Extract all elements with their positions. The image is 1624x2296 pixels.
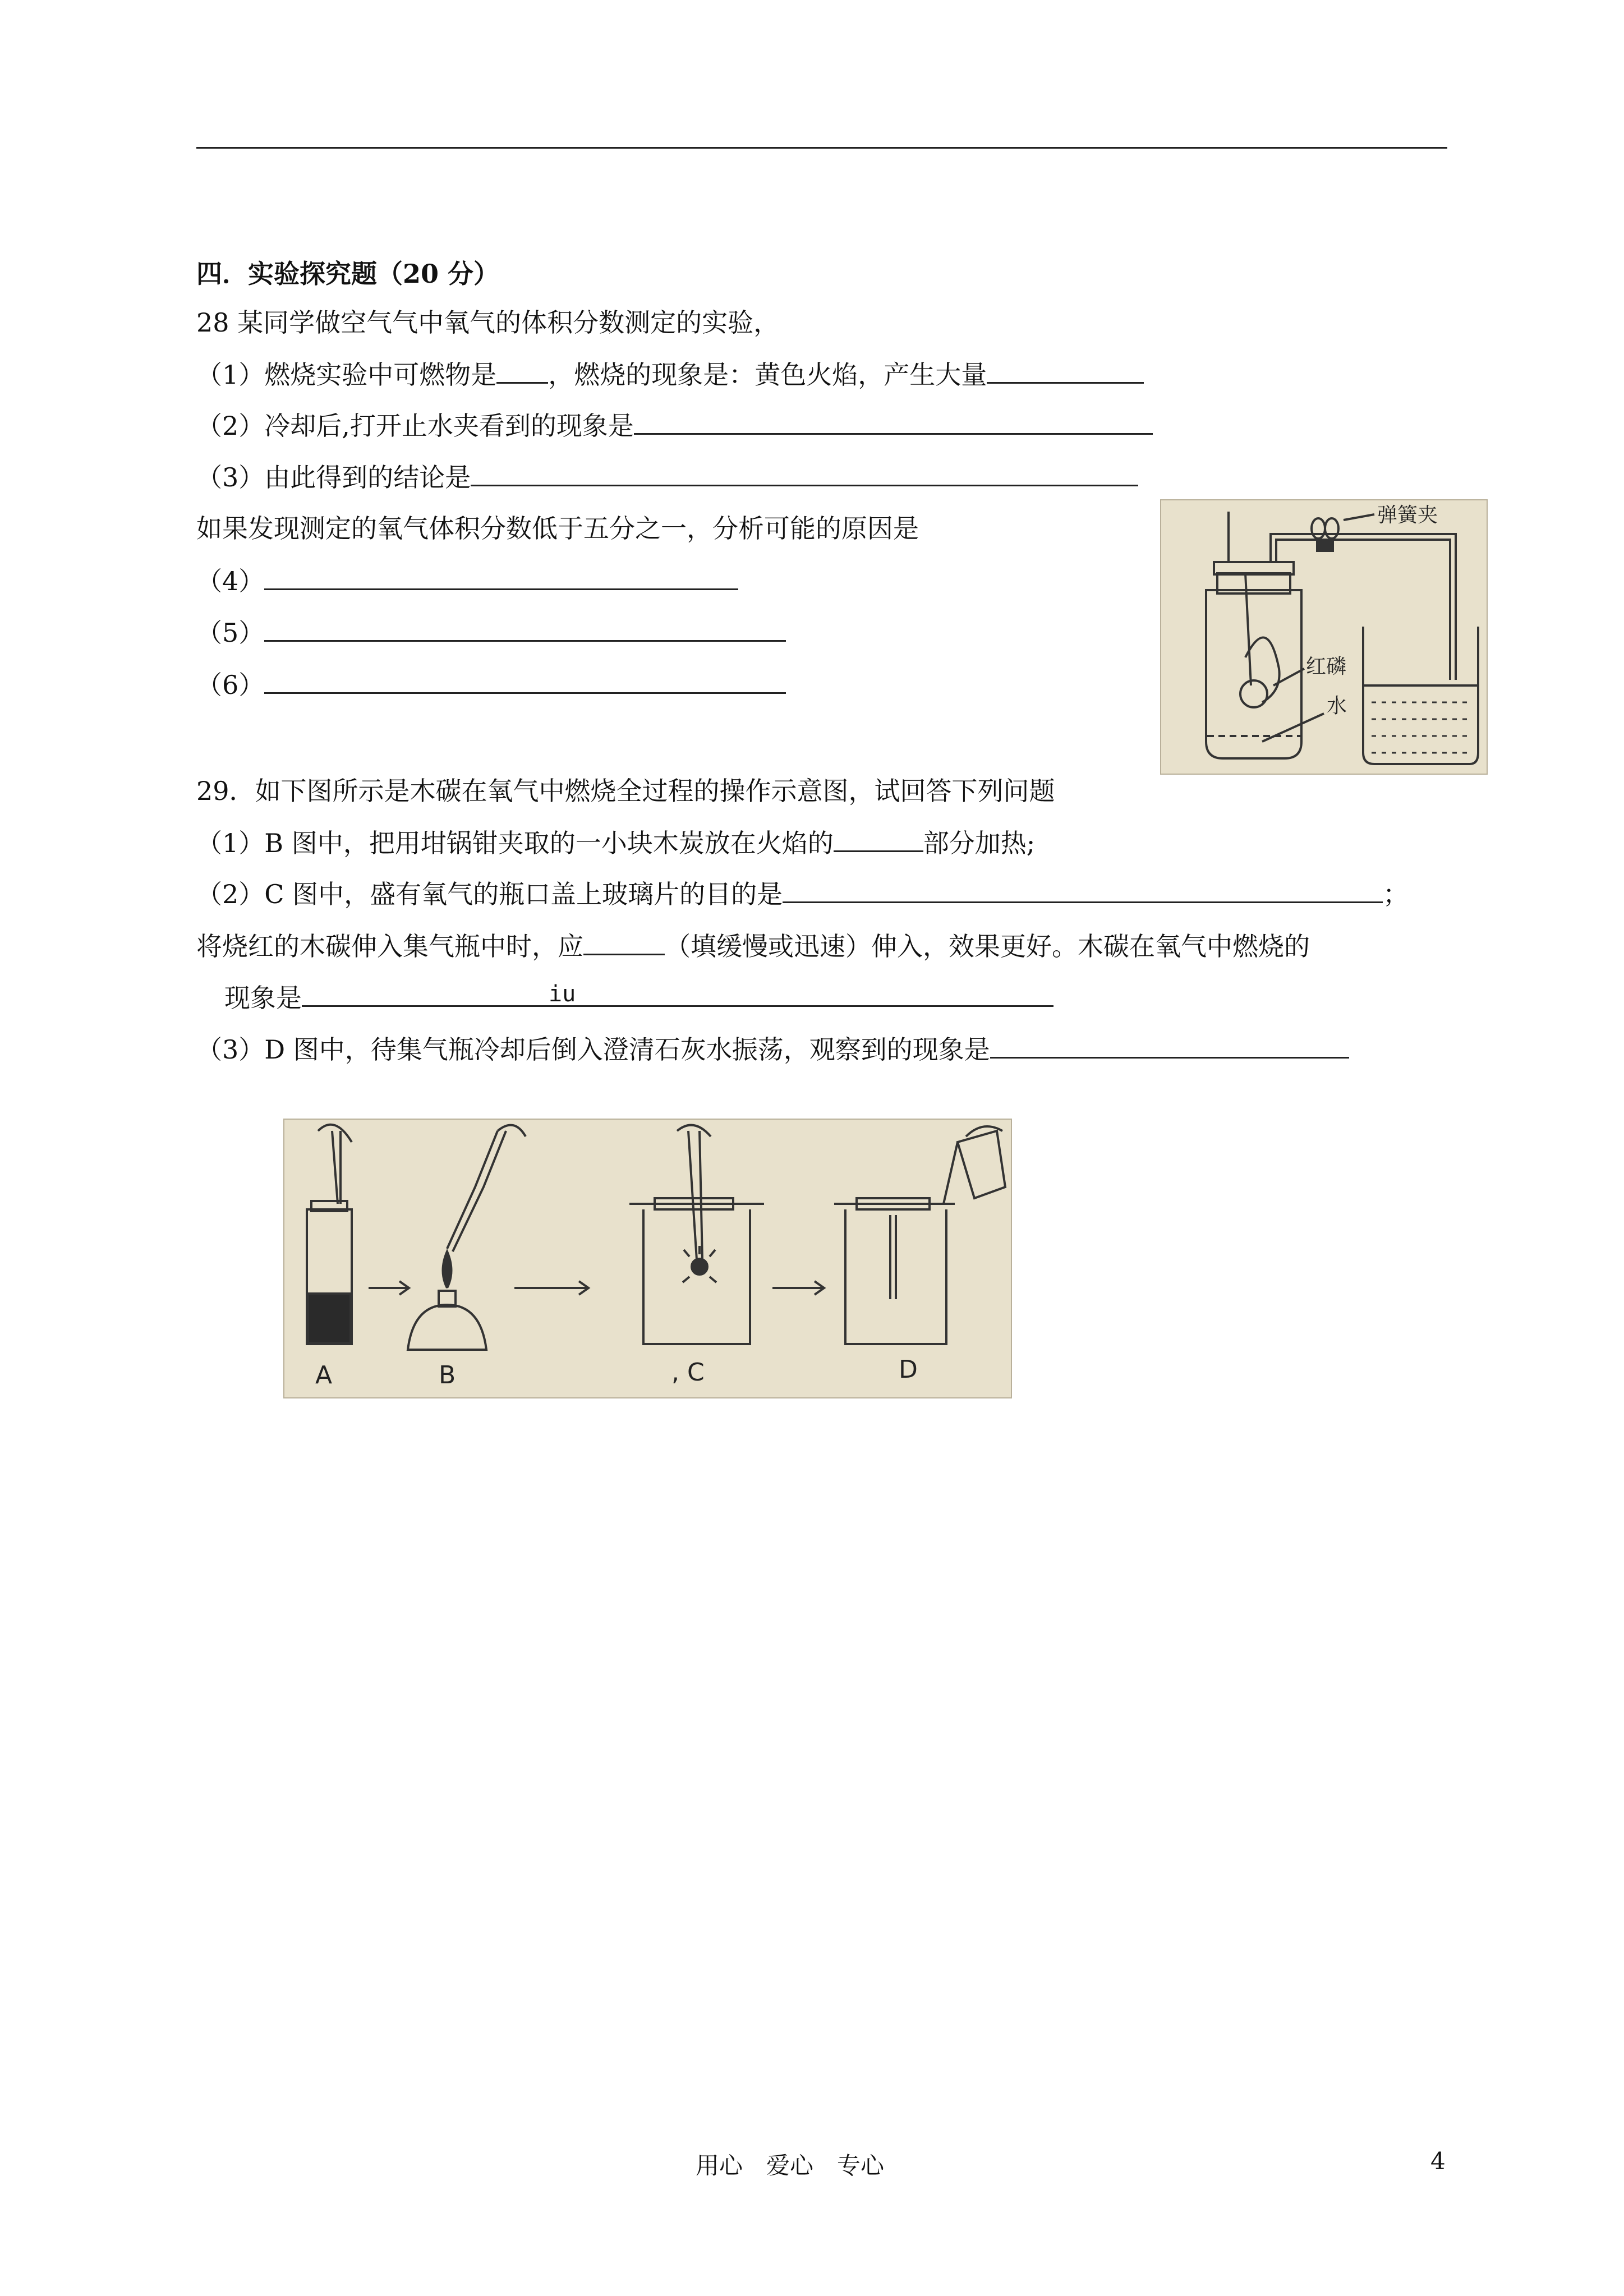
- q29-part2b: 将烧红的木碳伸入集气瓶中时，应 （填缓慢或迅速）伸入，效果更好。木碳在氧气中燃烧的: [196, 929, 1310, 963]
- answer-blank[interactable]: [583, 929, 665, 955]
- q28-part1: （1）燃烧实验中可燃物是 ，燃烧的现象是：黄色火焰，产生大量: [196, 357, 1144, 392]
- figure-label-b: B: [439, 1361, 456, 1389]
- q28-reason-intro: 如果发现测定的氧气体积分数低于五分之一，分析可能的原因是: [196, 513, 919, 544]
- q28-part2: （2）冷却后,打开止水夹看到的现象是: [196, 408, 1153, 443]
- answer-blank[interactable]: [302, 981, 1053, 1007]
- clip-label: 弹簧夹: [1377, 504, 1438, 527]
- footer-motto: 用心 爱心 专心: [696, 2152, 885, 2179]
- q28-stem: 28 某同学做空气气中氧气的体积分数测定的实验，: [196, 307, 780, 338]
- figure-label-d: D: [899, 1355, 918, 1384]
- answer-blank[interactable]: [471, 460, 1138, 486]
- q28-part3: （3）由此得到的结论是: [196, 460, 1138, 494]
- answer-blank[interactable]: [990, 1032, 1349, 1059]
- q28-part4: （4）: [196, 564, 738, 598]
- q29-part2: （2）C 图中，盛有氧气的瓶口盖上玻璃片的目的是 ；: [196, 877, 1409, 911]
- q28-part6: （6）: [196, 668, 786, 702]
- q29-part2c: 现象是 iu: [224, 981, 1053, 1015]
- section-title: 四．实验探究题（20 分）: [196, 259, 500, 289]
- phosphorus-apparatus-drawing: [1161, 500, 1487, 774]
- answer-blank[interactable]: [783, 877, 1383, 903]
- q29-part3: （3）D 图中，待集气瓶冷却后倒入澄清石灰水振荡，观察到的现象是: [196, 1032, 1349, 1066]
- page-number: 4: [1430, 2147, 1446, 2175]
- answer-blank[interactable]: [264, 615, 786, 642]
- answer-blank[interactable]: [496, 357, 548, 384]
- answer-blank[interactable]: [634, 408, 1153, 435]
- q29-part1: （1）B 图中，把用坩锅钳夹取的一小块木炭放在火焰的 部分加热;: [196, 826, 1035, 860]
- charcoal-combustion-drawing: [284, 1120, 1011, 1397]
- phosphorus-apparatus-figure: [1160, 499, 1488, 775]
- water-label: 水: [1327, 694, 1347, 717]
- q29-stem: 29．如下图所示是木碳在氧气中燃烧全过程的操作示意图，试回答下列问题: [196, 776, 1055, 806]
- phosphorus-label: 红磷: [1306, 655, 1347, 678]
- answer-blank[interactable]: [264, 668, 786, 694]
- stray-mark: iu: [549, 981, 576, 1007]
- charcoal-combustion-figure: [283, 1119, 1012, 1398]
- answer-blank[interactable]: [987, 357, 1144, 384]
- answer-blank[interactable]: [834, 826, 923, 852]
- q28-part5: （5）: [196, 615, 786, 650]
- header-rule: [196, 147, 1447, 149]
- answer-blank[interactable]: [264, 564, 738, 590]
- figure-label-a: A: [315, 1361, 333, 1389]
- figure-label-c: , C: [671, 1358, 705, 1387]
